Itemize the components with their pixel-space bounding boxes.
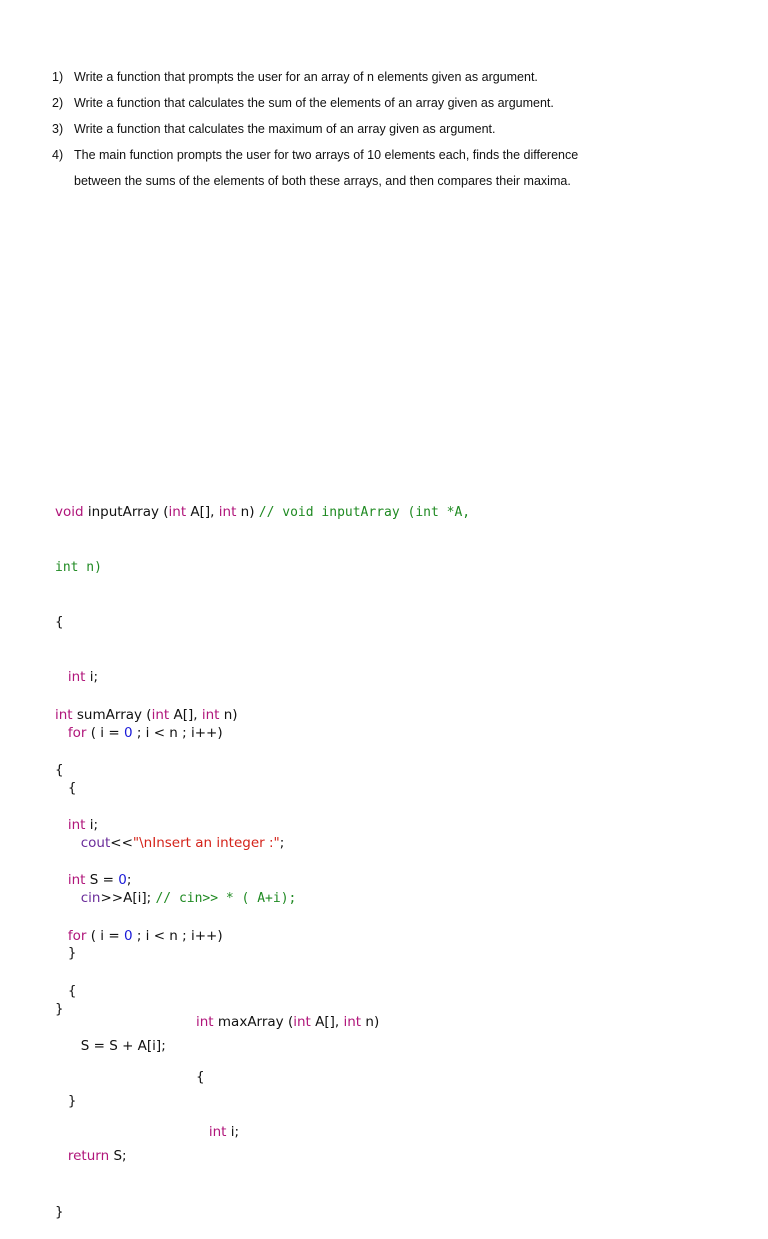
code-text: << [110, 835, 133, 852]
code-comment: int n) [55, 560, 102, 576]
code-max-array [196, 976, 379, 1160]
exercise-item [52, 64, 732, 90]
code-brace: } [55, 1000, 64, 1017]
code-identifier: cin [80, 890, 101, 907]
code-text: n) [219, 706, 238, 723]
code-keyword: int [293, 1013, 311, 1030]
exercise-number: 2) [52, 96, 64, 110]
code-keyword: int [151, 706, 170, 723]
code-line [55, 706, 238, 724]
code-text: A[], [186, 503, 219, 520]
code-line [196, 1013, 379, 1031]
code-keyword: int [343, 1013, 362, 1030]
code-line [55, 816, 238, 834]
code-keyword: for [67, 927, 87, 944]
code-brace: { [67, 982, 77, 999]
code-text: S = S + A[i]; [80, 1038, 166, 1055]
exercise-item [52, 116, 732, 142]
code-identifier: cout [80, 835, 111, 852]
exercise-number: 4) [52, 148, 64, 162]
code-string: "\nInsert an integer :" [132, 835, 280, 852]
code-keyword: for [67, 724, 87, 741]
code-keyword: int [208, 1124, 227, 1141]
code-text: maxArray ( [213, 1013, 294, 1030]
exercise-item [52, 90, 732, 116]
code-number: 0 [118, 872, 127, 889]
code-keyword: int [55, 706, 73, 723]
code-text: inputArray ( [83, 503, 169, 520]
code-text: ; i < n ; i++) [132, 724, 223, 741]
code-text: ; i < n ; i++) [132, 927, 223, 944]
code-line [196, 1123, 379, 1141]
code-keyword: int [196, 1013, 214, 1030]
code-keyword: void [55, 503, 84, 520]
code-text: A[], [169, 706, 202, 723]
code-line [55, 871, 238, 889]
code-text: ; [279, 835, 285, 852]
code-brace: } [55, 1203, 64, 1220]
exercise-number: 3) [52, 122, 64, 136]
exercise-text: Write a function that calculates the sum of the elements of an array given as argument. [74, 96, 554, 110]
code-line [55, 761, 238, 779]
code-brace: } [67, 945, 77, 962]
code-text: sumArray ( [72, 706, 152, 723]
code-comment: // cin>> * ( A+i); [155, 891, 297, 907]
exercise-item [52, 142, 732, 168]
exercise-item-continuation [52, 168, 732, 194]
code-comment: // void inputArray (int *A, [258, 504, 471, 520]
code-keyword: int [201, 706, 220, 723]
code-keyword: int [67, 817, 86, 834]
code-text: A[], [310, 1013, 344, 1030]
exercise-text: The main function prompts the user for two arrays of 10 elements each, finds the difference [74, 148, 579, 162]
code-keyword: int [168, 503, 187, 520]
code-brace: { [67, 779, 77, 796]
code-line [196, 1068, 379, 1086]
code-text: ( i = [86, 927, 124, 944]
code-keyword: int [218, 503, 237, 520]
exercise-list [52, 64, 732, 194]
code-line [55, 927, 238, 945]
exercise-text: between the sums of the elements of both these arrays, and then compares their maxima. [74, 174, 571, 188]
exercise-text: Write a function that calculates the maximum of an array given as argument. [74, 122, 496, 136]
exercise-number: 1) [52, 70, 64, 84]
code-brace: } [67, 1093, 77, 1110]
code-number: 0 [123, 927, 133, 944]
code-text: ; [126, 872, 132, 889]
code-keyword: int [67, 669, 86, 686]
code-brace: { [55, 614, 64, 631]
code-text: S; [109, 1148, 127, 1165]
code-number: 0 [123, 724, 133, 741]
code-keyword: return [67, 1148, 110, 1165]
code-line [55, 503, 470, 521]
code-keyword: int [67, 872, 86, 889]
code-brace: { [196, 1069, 205, 1086]
code-line [55, 558, 470, 576]
code-text: i; [85, 669, 99, 686]
code-text: i; [85, 817, 99, 834]
code-text: ( i = [86, 724, 124, 741]
exercise-number [52, 168, 74, 194]
code-text: >>A[i]; [100, 890, 156, 907]
code-text: n) [361, 1013, 380, 1030]
code-text: S = [85, 872, 119, 889]
exercise-text: Write a function that prompts the user for an array of n elements given as argument. [74, 70, 538, 84]
code-line [55, 1203, 238, 1221]
code-brace: { [55, 762, 64, 779]
code-text: n) [236, 503, 259, 520]
code-text: i; [226, 1124, 240, 1141]
code-line [55, 613, 470, 631]
